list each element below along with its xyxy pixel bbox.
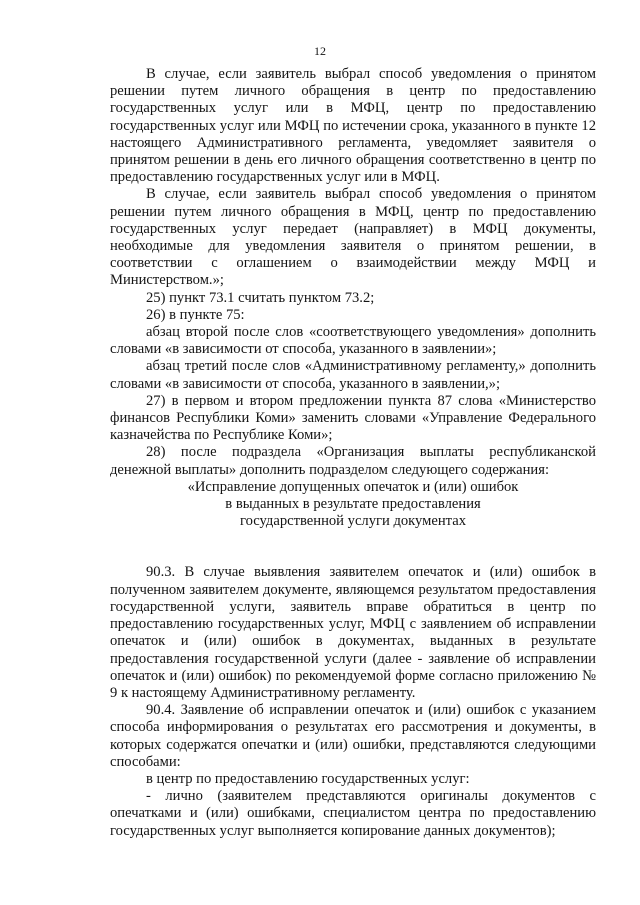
section-spacer: [110, 530, 596, 564]
list-item: - лично (заявителем представляются оригиналы документов с опечатками и (или) ошибками, специалистом центра по предоставлению государственных услуг выполняется копирование данных документов);: [110, 788, 596, 839]
paragraph: в центр по предоставлению государственных услуг:: [146, 770, 470, 787]
section-heading-line: государственной услуги документах: [239, 513, 467, 530]
paragraph: В случае, если заявитель выбрал способ уведомления о принятом решении путем личного обращения в МФЦ, центр по предоставлению государственных услуг передает (направляет) в МФЦ документы, необходимые для уведомления заявителя о принятом решении, в соответствии с оглашением о взаимодействии между МФЦ и Министерством.»;: [110, 186, 596, 289]
paragraph: абзац третий после слов «Административному регламенту,» дополнить словами «в зависимости от способа, указанного в заявлении,»;: [110, 358, 596, 392]
document-body: [110, 66, 596, 840]
list-item: 28) после подраздела «Организация выплаты республиканской денежной выплаты» дополнить подразделом следующего содержания:: [110, 444, 596, 478]
section-heading-line: в выданных в результате предоставления: [225, 496, 481, 513]
paragraph: 90.4. Заявление об исправлении опечаток и (или) ошибок с указанием способа информирования о результатах его рассмотрения и документы, в которых содержатся опечатки и (или) ошибки, представляются следующими способами:: [110, 702, 596, 770]
paragraph: абзац второй после слов «соответствующего уведомления» дополнить словами «в зависимости от способа, указанного в заявлении»;: [110, 324, 596, 358]
list-item: 27) в первом и втором предложении пункта 87 слова «Министерство финансов Республики Коми» заменить словами «Управление Федерального казначейства по Республике Коми»;: [110, 392, 596, 444]
paragraph: В случае, если заявитель выбрал способ уведомления о принятом решении путем личного обращения в центр по предоставлению государственных услуг или в МФЦ, центр по предоставлению государственных услуг или МФЦ по истечении срока, указанного в пункте 12 настоящего Административного регламента, уведомляет заявителя о принятом решении в день его личного обращения соответственно в центр по предоставлению государственных услуг или в МФЦ.: [110, 66, 596, 186]
page-number: 12: [314, 44, 326, 58]
list-item: 26) в пункте 75:: [146, 306, 245, 323]
list-item: 25) пункт 73.1 считать пунктом 73.2;: [146, 289, 375, 306]
paragraph: 90.3. В случае выявления заявителем опечаток и (или) ошибок в полученном заявителем документе, являющемся результатом предоставления государственной услуги, заявитель вправе обратиться в центр по предоставлению государственных услуг, МФЦ с заявлением об исправлении опечаток и (или) ошибок в документах, выданных в результате предоставления государственной услуги (далее - заявление об исправлении опечаток и (или) ошибок) по рекомендуемой форме согласно приложению № 9 к настоящему Административному регламенту.: [110, 564, 596, 701]
section-heading-line: «Исправление допущенных опечаток и (или) ошибок: [187, 478, 519, 495]
